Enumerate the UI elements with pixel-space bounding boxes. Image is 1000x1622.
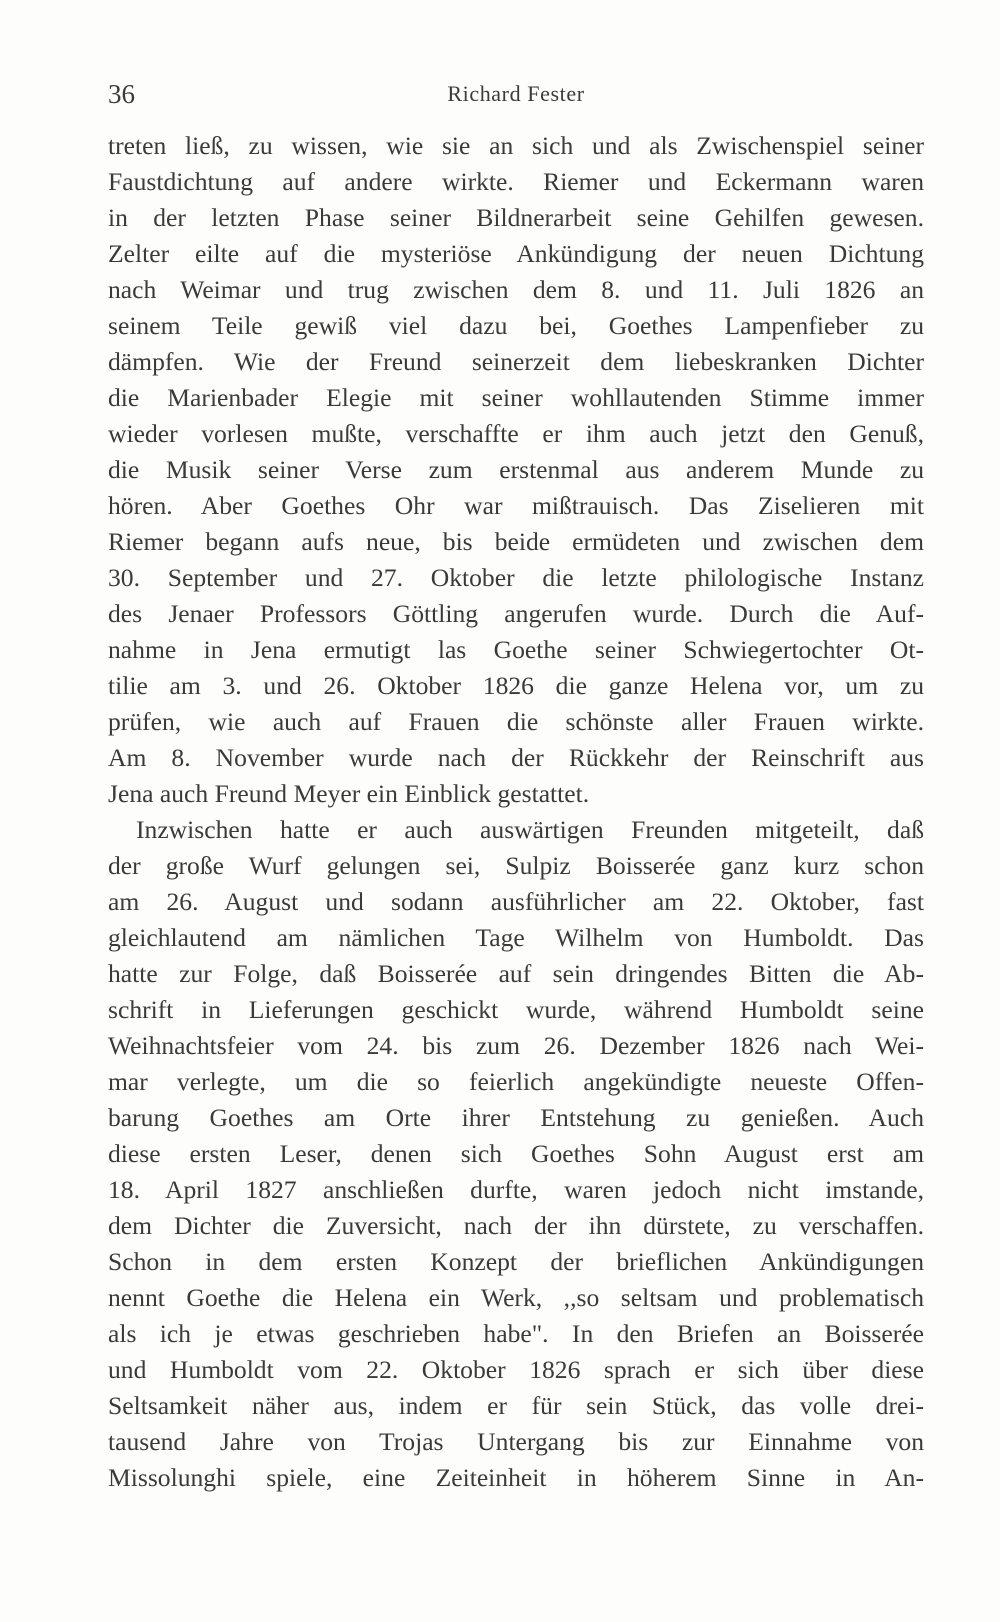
text-line: hatte zur Folge, daß Boisserée auf sein dringendes Bitten die Ab- bbox=[108, 959, 924, 988]
page-header bbox=[108, 74, 924, 114]
text-line: des Jenaer Professors Göttling angerufen wurde. Durch die Auf- bbox=[108, 599, 924, 628]
text-line: Weihnachtsfeier vom 24. bis zum 26. Dezember 1826 nach Wei- bbox=[108, 1031, 924, 1060]
text-line: treten ließ, zu wissen, wie sie an sich und als Zwischenspiel seiner bbox=[108, 131, 924, 160]
text-line: tausend Jahre von Trojas Untergang bis zur Einnahme von bbox=[108, 1427, 924, 1456]
text-line: Riemer begann aufs neue, bis beide ermüdeten und zwischen dem bbox=[108, 527, 924, 556]
text-line: hören. Aber Goethes Ohr war mißtrauisch. Das Ziselieren mit bbox=[108, 491, 924, 520]
text-line: gleichlautend am nämlichen Tage Wilhelm von Humboldt. Das bbox=[108, 923, 924, 952]
page-number: 36 bbox=[108, 79, 135, 109]
text-line: die Marienbader Elegie mit seiner wohllautenden Stimme immer bbox=[108, 383, 924, 412]
text-line: die Musik seiner Verse zum erstenmal aus anderem Munde zu bbox=[108, 455, 924, 484]
text-line: barung Goethes am Orte ihrer Entstehung zu genießen. Auch bbox=[108, 1103, 924, 1132]
text-line: 30. September und 27. Oktober die letzte philologische Instanz bbox=[108, 563, 924, 592]
text-line: schrift in Lieferungen geschickt wurde, während Humboldt seine bbox=[108, 995, 924, 1024]
running-head: Richard Fester bbox=[447, 81, 585, 106]
text-line: Am 8. November wurde nach der Rückkehr der Reinschrift aus bbox=[108, 743, 924, 772]
text-line: dämpfen. Wie der Freund seinerzeit dem liebeskranken Dichter bbox=[108, 347, 924, 376]
text-line: Schon in dem ersten Konzept der brieflichen Ankündigungen bbox=[108, 1247, 924, 1276]
text-line: und Humboldt vom 22. Oktober 1826 sprach er sich über diese bbox=[108, 1355, 924, 1384]
body-text bbox=[108, 128, 924, 1496]
paragraph-end-line: Jena auch Freund Meyer ein Einblick gestattet. bbox=[108, 779, 590, 808]
text-line: nennt Goethe die Helena ein Werk, ,,so seltsam und problematisch bbox=[108, 1283, 924, 1312]
text-line: wieder vorlesen mußte, verschaffte er ihm auch jetzt den Genuß, bbox=[108, 419, 924, 448]
text-line: seinem Teile gewiß viel dazu bei, Goethes Lampenfieber zu bbox=[108, 311, 924, 340]
text-line: mar verlegte, um die so feierlich angekündigte neueste Offen- bbox=[108, 1067, 924, 1096]
text-line: 18. April 1827 anschließen durfte, waren jedoch nicht imstande, bbox=[108, 1175, 924, 1204]
text-line: prüfen, wie auch auf Frauen die schönste aller Frauen wirkte. bbox=[108, 707, 924, 736]
text-line: nahme in Jena ermutigt las Goethe seiner Schwiegertochter Ot- bbox=[108, 635, 924, 664]
text-line: tilie am 3. und 26. Oktober 1826 die ganze Helena vor, um zu bbox=[108, 671, 924, 700]
text-line: nach Weimar und trug zwischen dem 8. und 11. Juli 1826 an bbox=[108, 275, 924, 304]
text-line: Seltsamkeit näher aus, indem er für sein Stück, das volle drei- bbox=[108, 1391, 924, 1420]
text-line: diese ersten Leser, denen sich Goethes Sohn August erst am bbox=[108, 1139, 924, 1168]
text-line: Zelter eilte auf die mysteriöse Ankündigung der neuen Dichtung bbox=[108, 239, 924, 268]
text-line: als ich je etwas geschrieben habe". In den Briefen an Boisserée bbox=[108, 1319, 924, 1348]
text-line: Faustdichtung auf andere wirkte. Riemer und Eckermann waren bbox=[108, 167, 924, 196]
text-line: der große Wurf gelungen sei, Sulpiz Boisserée ganz kurz schon bbox=[108, 851, 924, 880]
text-line: Missolunghi spiele, eine Zeiteinheit in höherem Sinne in An- bbox=[108, 1463, 924, 1492]
text-line: dem Dichter die Zuversicht, nach der ihn dürstete, zu verschaffen. bbox=[108, 1211, 924, 1240]
text-line: am 26. August und sodann ausführlicher am 22. Oktober, fast bbox=[108, 887, 924, 916]
text-line: in der letzten Phase seiner Bildnerarbeit seine Gehilfen gewesen. bbox=[108, 203, 924, 232]
paragraph-start-line: Inzwischen hatte er auch auswärtigen Freunden mitgeteilt, daß bbox=[136, 815, 924, 844]
